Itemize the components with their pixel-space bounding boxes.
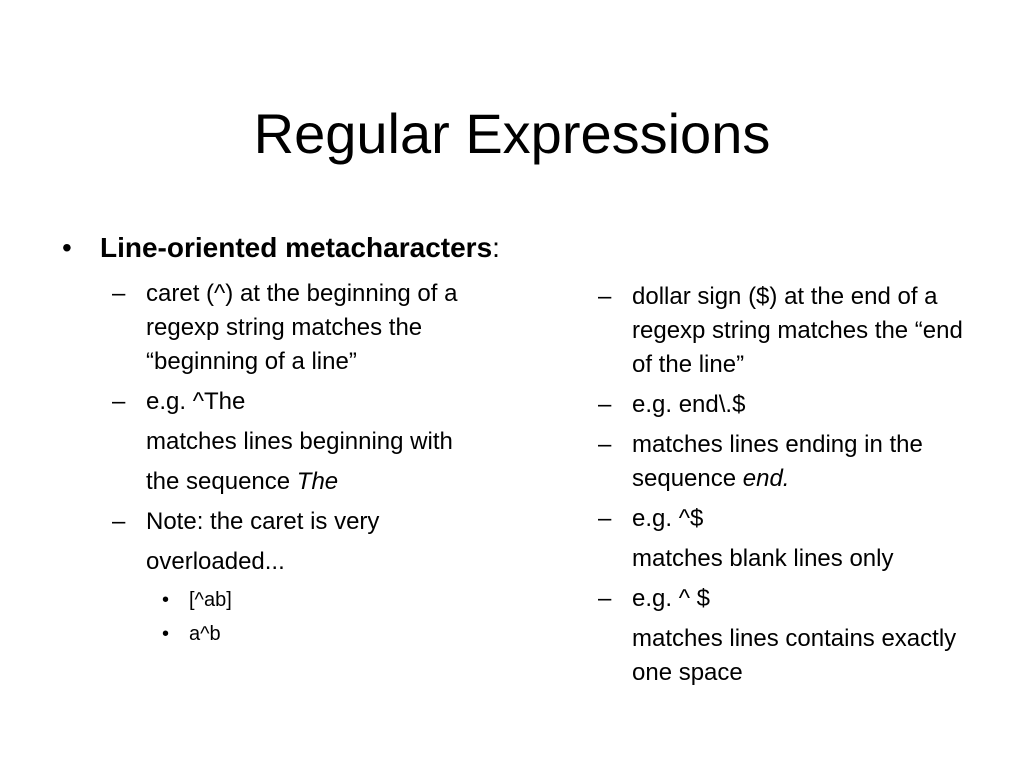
list-item-text: Note: the caret is very: [146, 508, 380, 535]
right-column: [598, 280, 978, 696]
list-item-dollar-example: [598, 388, 978, 422]
left-column: [112, 277, 532, 653]
continuation-text: the sequence: [146, 468, 297, 495]
dash-icon: –: [112, 280, 126, 307]
continuation-line: matches lines contains exactly one space: [632, 625, 957, 686]
list-item-ending: [598, 428, 978, 496]
list-item-caret-example: [112, 385, 532, 419]
sub-item: [112, 619, 532, 649]
list-item-note: [112, 505, 532, 539]
list-item-text: [632, 431, 923, 492]
continuation-italic: The: [296, 468, 339, 495]
list-item-text-plain: matches lines ending in the sequence: [632, 431, 923, 492]
continuation-line: [112, 465, 532, 499]
main-bullet-suffix: :: [492, 232, 500, 263]
dash-icon: –: [598, 283, 612, 310]
list-item-space-example: [598, 582, 978, 616]
list-item-text-italic: end.: [742, 465, 790, 492]
main-bullet-bold: Line-oriented metacharacters: [100, 232, 493, 263]
list-item-caret: [112, 277, 532, 379]
continuation-line: matches blank lines only: [632, 545, 894, 572]
list-item-blank-example: [598, 502, 978, 536]
sub-item-text: [^ab]: [189, 589, 232, 611]
bullet-icon: •: [62, 232, 72, 263]
list-item-text: e.g. ^The: [146, 388, 246, 415]
continuation-line: matches lines beginning with: [146, 428, 453, 455]
slide-title: Regular Expressions: [253, 102, 771, 165]
continuation-line: overloaded...: [146, 548, 285, 575]
list-item-text: e.g. ^$: [632, 505, 704, 532]
dash-icon: –: [112, 508, 126, 535]
dash-icon: –: [598, 505, 612, 532]
dash-icon: –: [598, 585, 612, 612]
main-bullet-text: [100, 228, 500, 268]
dash-icon: –: [598, 391, 612, 418]
bullet-icon: •: [162, 589, 170, 611]
sub-item: [112, 585, 532, 615]
list-item-text: e.g. ^ $: [632, 585, 710, 612]
list-item-text: e.g. end\.$: [632, 391, 746, 418]
list-item-text: caret (^) at the beginning of a regexp string matches the “beginning of a line”: [146, 280, 458, 375]
dash-icon: –: [112, 388, 126, 415]
list-item-dollar: [598, 280, 978, 382]
bullet-icon: •: [162, 623, 170, 645]
sub-item-text: a^b: [189, 623, 221, 645]
list-item-text: dollar sign ($) at the end of a regexp string matches the “end of the line”: [632, 283, 963, 378]
dash-icon: –: [598, 431, 612, 458]
